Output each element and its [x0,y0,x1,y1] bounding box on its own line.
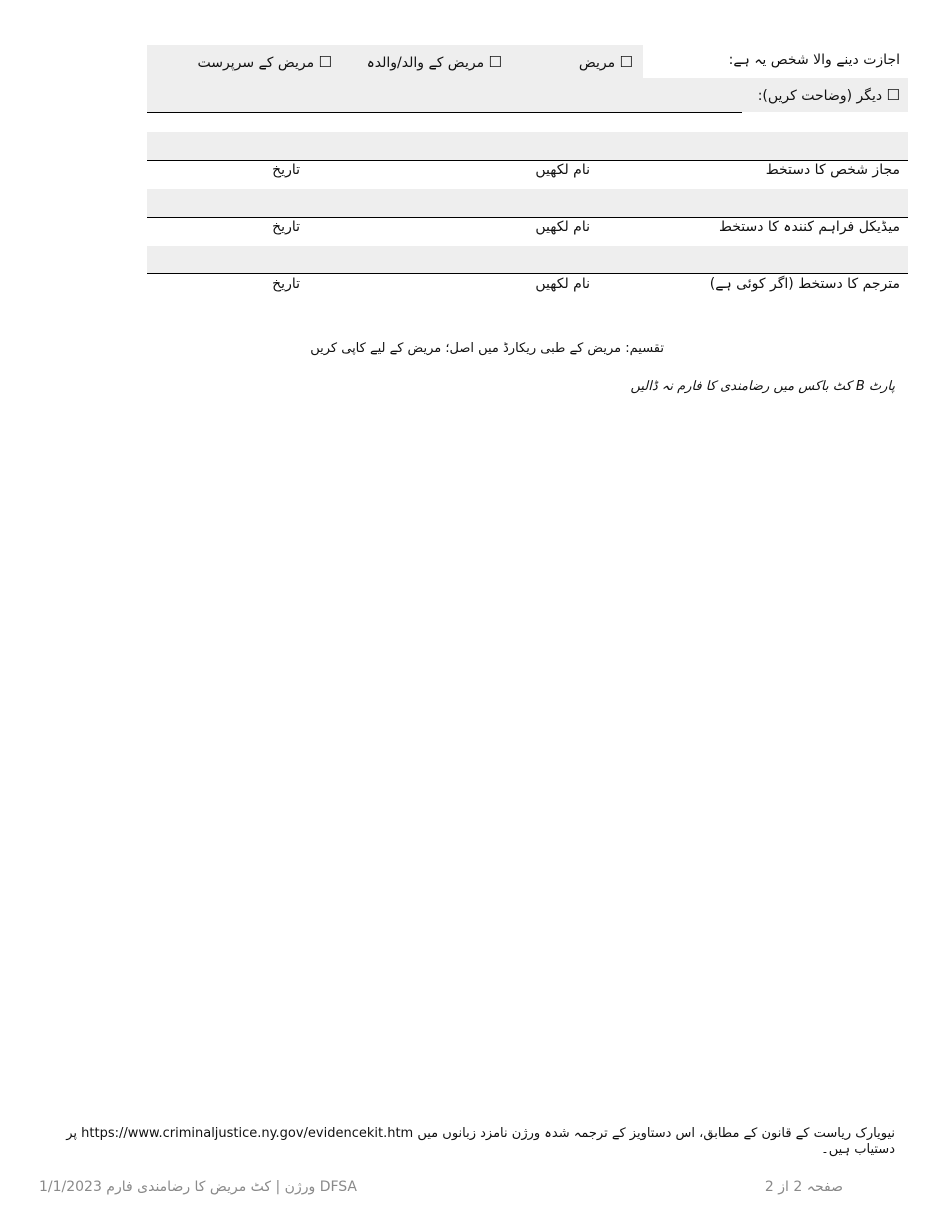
signature-field-3[interactable] [147,246,908,274]
signature-line-1 [147,160,908,161]
authorizing-person-label: اجازت دینے والا شخص یہ ہے: [728,52,900,68]
print-name-label-3: نام لکھیں [535,276,590,292]
signature-line-3 [147,273,908,274]
date-label-2: تاریخ [272,219,300,235]
option-other[interactable] [758,86,900,104]
page-number: صفحہ 2 از 2 [764,1179,843,1195]
signature-line-2 [147,217,908,218]
checkbox-patient[interactable]: ☐ [619,53,633,71]
option-parent-label: مریض کے والد/والدہ [366,55,485,71]
date-label-3: تاریخ [272,276,300,292]
signature-label-1: مجاز شخص کا دستخط [765,162,900,178]
distribution-note: تقسیم: مریض کے طبی ریکارڈ میں اصل؛ مریض کے لیے کاپی کریں [310,341,664,356]
print-name-label-1: نام لکھیں [535,162,590,178]
checkbox-other[interactable]: ☐ [886,86,900,104]
date-label-1: تاریخ [272,162,300,178]
checkbox-guardian[interactable]: ☐ [318,53,332,71]
option-parent[interactable] [367,53,502,71]
signature-field-2[interactable] [147,189,908,217]
option-guardian-label: مریض کے سرپرست [197,55,315,71]
form-version: DFSA ورژن | کٹ مریض کا رضامندی فارم 1/1/2023 [38,1179,357,1195]
option-patient[interactable] [579,53,633,71]
option-other-label: دیگر (وضاحت کریں): [757,88,883,104]
signature-field-1[interactable] [147,132,908,160]
signature-label-3: مترجم کا دستخط (اگر کوئی ہے) [709,276,900,292]
law-note [55,1126,895,1158]
option-guardian[interactable] [198,53,333,71]
kit-box-instruction: پارٹ B کٹ باکس میں رضامندی کا فارم نہ ڈالیں [630,379,895,394]
other-specify-line [147,112,742,113]
option-patient-label: مریض [578,55,616,71]
signature-label-2: میڈیکل فراہم کنندہ کا دستخط [718,219,900,235]
law-note-line-1: نیویارک ریاست کے قانون کے مطابق، اس دستاویز کے ترجمہ شدہ ورژن نامزد زبانوں میں https://www.criminaljustice.ny.gov/evidencekit.htm پر [66,1126,895,1141]
print-name-label-2: نام لکھیں [535,219,590,235]
checkbox-parent[interactable]: ☐ [488,53,502,71]
law-note-line-2: دستیاب ہیں۔ [821,1142,895,1157]
